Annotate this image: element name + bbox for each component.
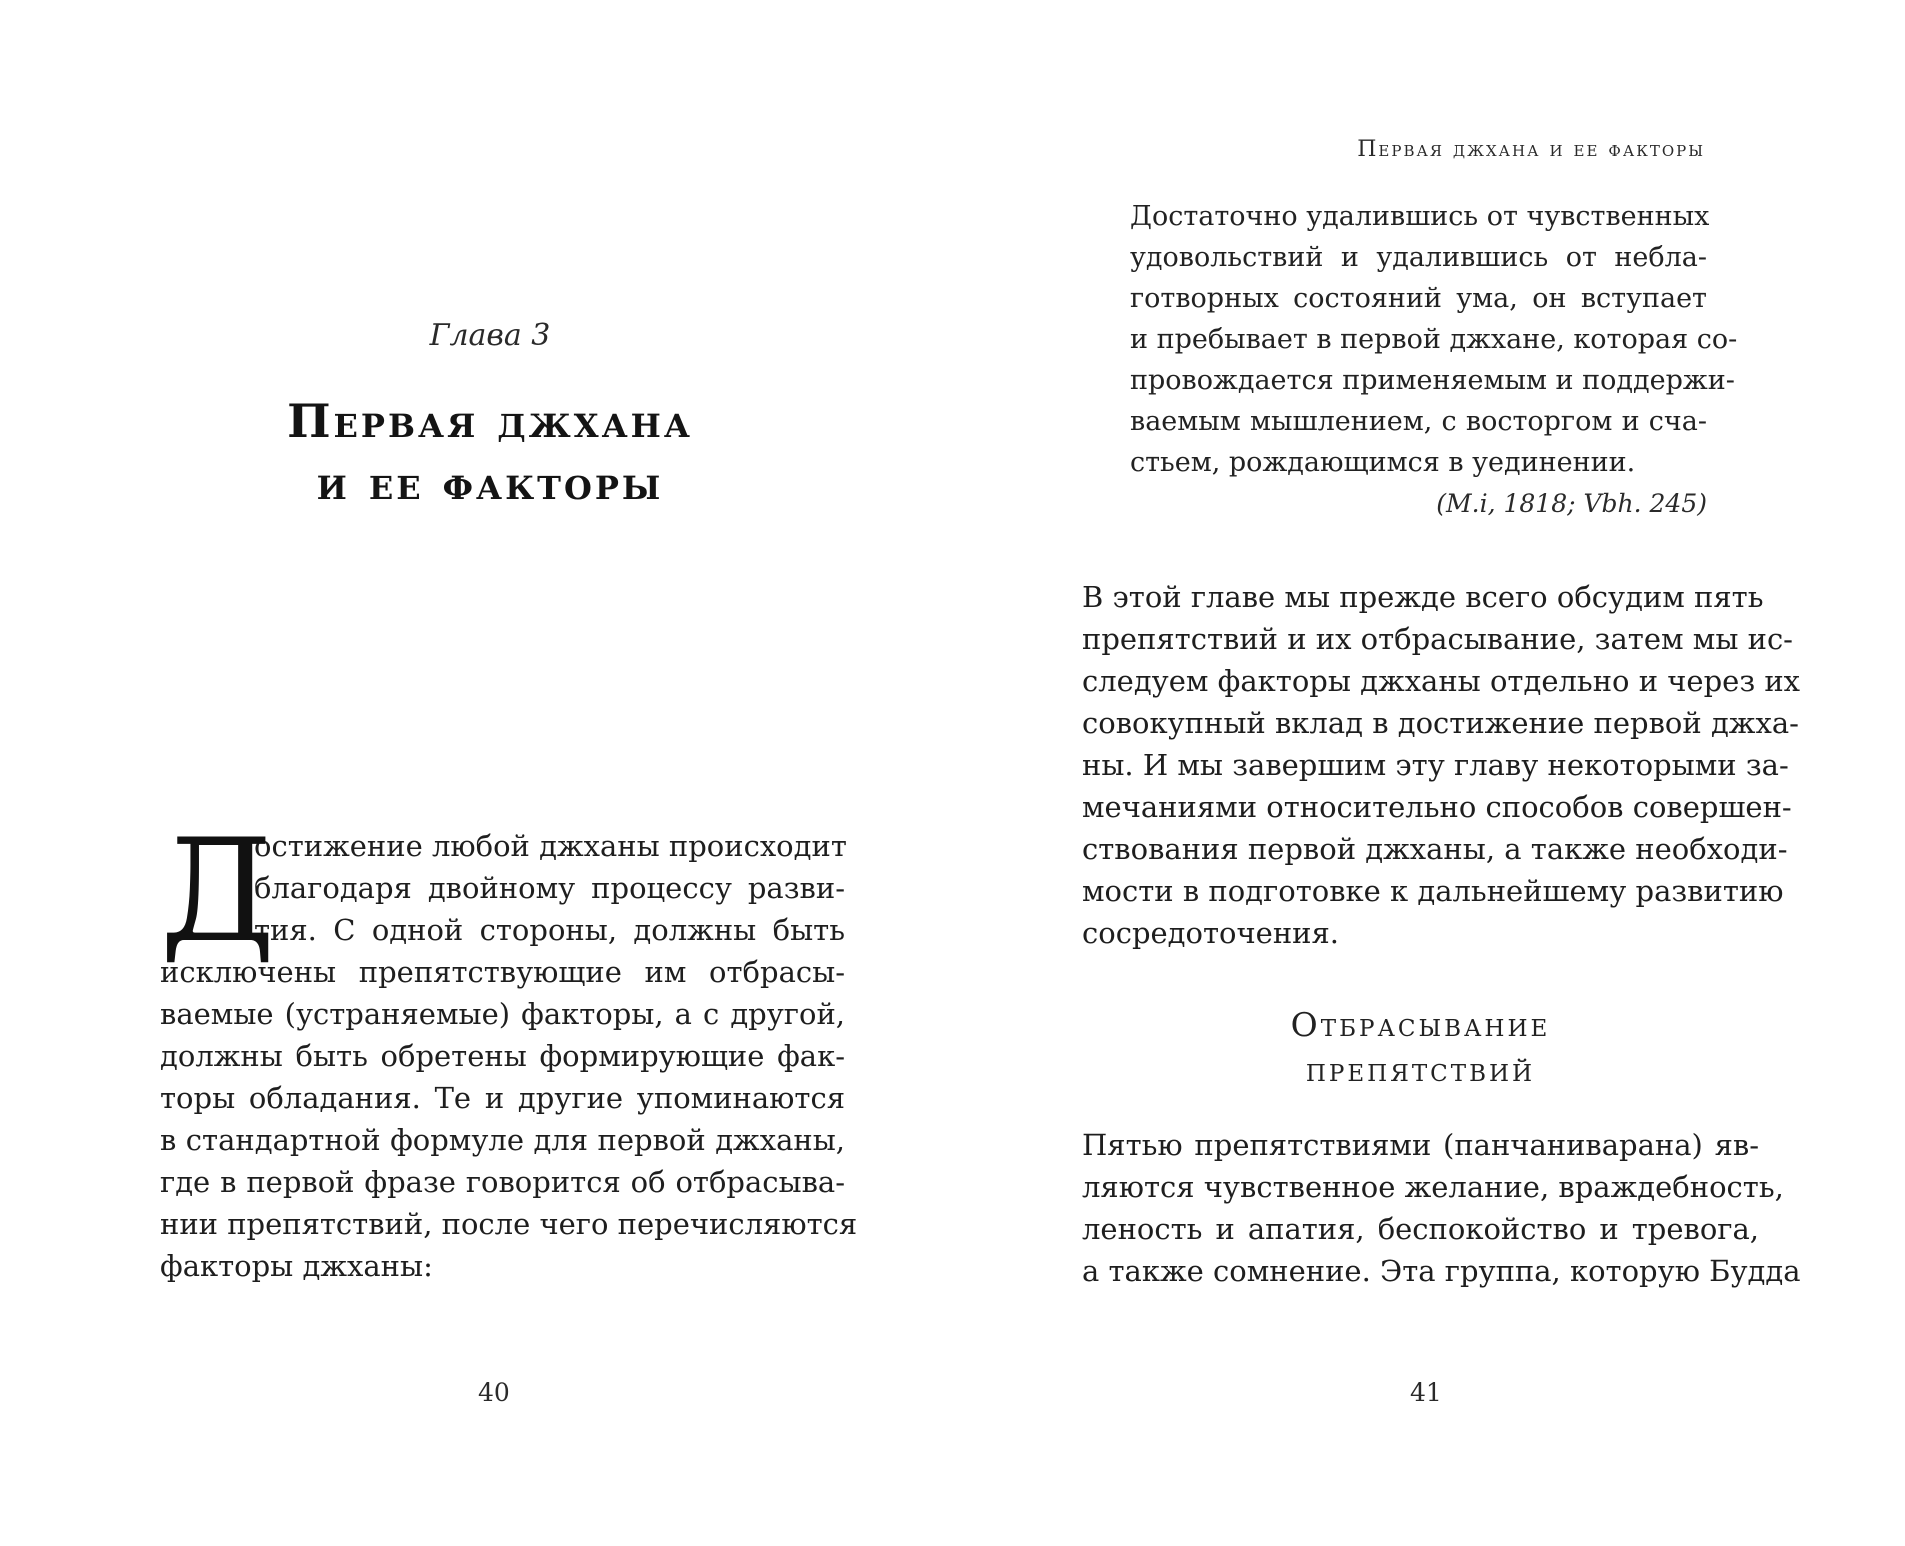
chapter-label: Глава 3 bbox=[429, 318, 551, 353]
body-line: тия. С одной стороны, должны быть bbox=[254, 913, 845, 947]
body-line: ваемые (устраняемые) факторы, а с другой, bbox=[160, 997, 845, 1031]
chapter-title bbox=[160, 390, 820, 514]
body-line: Пятью препятствиями (панчаниварана) яв- bbox=[1082, 1128, 1759, 1162]
body-line: где в первой фразе говорится об отбрасыва- bbox=[160, 1165, 845, 1199]
body-line: исключены препятствующие им отбрасы- bbox=[160, 955, 845, 989]
page-number: 40 bbox=[478, 1378, 510, 1407]
body-line: торы обладания. Те и другие упоминаются bbox=[160, 1081, 845, 1115]
section-heading bbox=[1082, 1002, 1759, 1092]
running-head: Первая джхана и ее факторы bbox=[1357, 137, 1705, 162]
epigraph-quote bbox=[1130, 196, 1738, 524]
body-line: препятствий и их отбрасывание, затем мы ис- bbox=[1082, 622, 1793, 656]
chapter-title-line: и ее факторы bbox=[316, 456, 664, 510]
body-line: ляются чувственное желание, враждебность, bbox=[1082, 1170, 1784, 1204]
body-line: леность и апатия, беспокойство и тревога, bbox=[1082, 1212, 1759, 1246]
intro-paragraph bbox=[1082, 576, 1801, 954]
section-heading-line: Отбрасывание bbox=[1290, 1005, 1551, 1044]
body-line: В этой главе мы прежде всего обсудим пять bbox=[1082, 580, 1764, 614]
body-line: мечаниями относительно способов совершен- bbox=[1082, 790, 1792, 824]
page-number: 41 bbox=[1410, 1378, 1442, 1407]
quote-line: удовольствий и удалившись от небла- bbox=[1130, 242, 1707, 273]
quote-line: Достаточно удалившись от чувственных bbox=[1130, 201, 1710, 232]
body-line: должны быть обретены формирующие фак- bbox=[160, 1039, 845, 1073]
drop-cap: Д bbox=[160, 809, 276, 974]
body-line: остижение любой джханы происходит bbox=[254, 829, 847, 863]
body-line: а также сомнение. Эта группа, которую Будда bbox=[1082, 1254, 1801, 1288]
body-line: ствования первой джханы, а также необходи- bbox=[1082, 832, 1788, 866]
chapter-title-line: Первая джхана bbox=[287, 394, 693, 448]
body-line: нии препятствий, после чего перечисляются bbox=[160, 1207, 858, 1241]
body-line: благодаря двойному процессу разви- bbox=[254, 871, 845, 905]
section-heading-line: препятствий bbox=[1305, 1050, 1536, 1089]
section-paragraph bbox=[1082, 1124, 1801, 1292]
body-line: совокупный вклад в достижение первой джха- bbox=[1082, 706, 1799, 740]
opening-paragraph bbox=[160, 809, 858, 1287]
body-line: факторы джханы: bbox=[160, 1249, 433, 1283]
body-line: сосредоточения. bbox=[1082, 916, 1339, 950]
body-line: в стандартной формуле для первой джханы, bbox=[160, 1123, 845, 1157]
left-page bbox=[0, 0, 952, 1546]
body-line: мости в подготовке к дальнейшему развитию bbox=[1082, 874, 1784, 908]
quote-citation: (M.i, 1818; Vbh. 245) bbox=[1436, 489, 1707, 518]
quote-line: готворных состояний ума, он вступает bbox=[1130, 283, 1707, 314]
right-page bbox=[952, 0, 1905, 1546]
quote-line: стьем, рождающимся в уединении. bbox=[1130, 447, 1636, 478]
quote-line: ваемым мышлением, с восторгом и сча- bbox=[1130, 406, 1707, 437]
quote-line: провождается применяемым и поддержи- bbox=[1130, 365, 1735, 396]
quote-line: и пребывает в первой джхане, которая со- bbox=[1130, 324, 1738, 355]
body-line: ны. И мы завершим эту главу некоторыми за- bbox=[1082, 748, 1789, 782]
body-line: следуем факторы джханы отдельно и через их bbox=[1082, 664, 1801, 698]
